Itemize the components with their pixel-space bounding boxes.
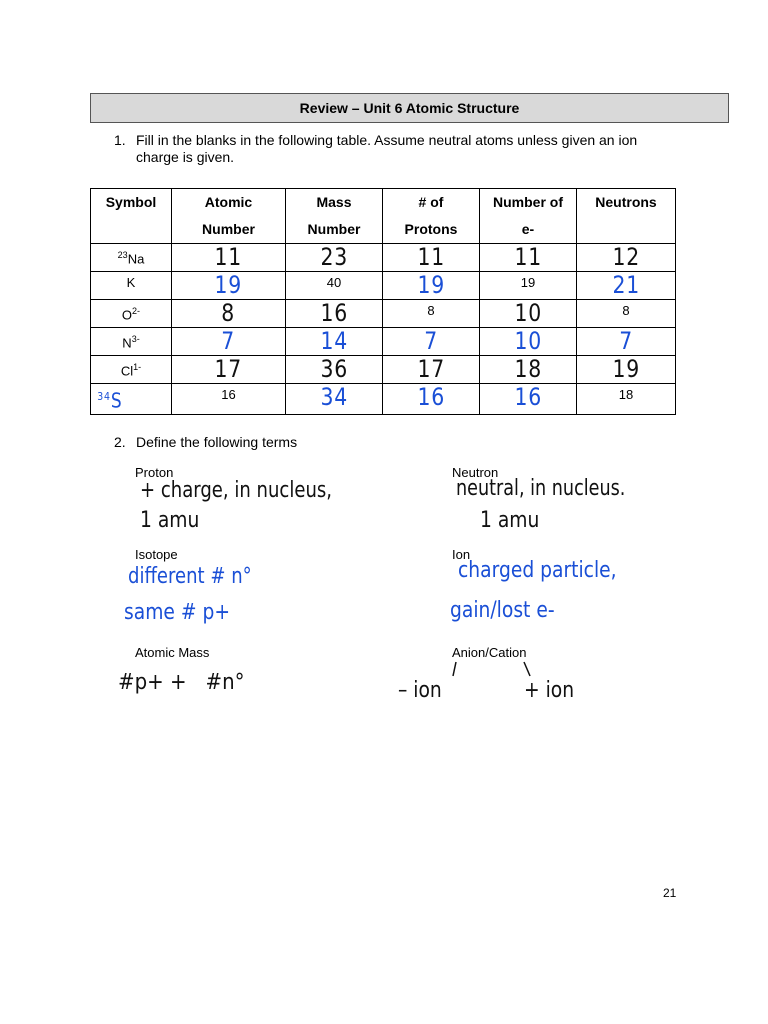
- mass-number-cell: 36: [286, 356, 383, 384]
- neutrons-cell: 8: [577, 300, 676, 328]
- electrons-cell: 10: [480, 300, 577, 328]
- answer-atomic-mass: #p+ + #n°: [118, 670, 245, 695]
- question-1-number: 1.: [114, 132, 126, 148]
- atomic-structure-table: [90, 188, 676, 415]
- question-2-text: Define the following terms: [136, 434, 298, 450]
- term-label-neutron: Neutron: [452, 465, 499, 480]
- protons-cell: 17: [383, 356, 480, 384]
- table-header-row: [91, 189, 676, 244]
- term-label-isotope: Isotope: [135, 547, 178, 562]
- table-row: [91, 328, 676, 356]
- neutrons-cell: 18: [577, 384, 676, 415]
- mass-number-cell: 34: [286, 384, 383, 415]
- term-label-proton: Proton: [135, 465, 174, 480]
- table-row: [91, 356, 676, 384]
- question-2-number: 2.: [114, 434, 126, 450]
- header-electrons: Number of e-: [480, 189, 577, 244]
- answer-anion: – ion: [398, 678, 442, 703]
- protons-cell: 8: [383, 300, 480, 328]
- neutrons-cell: 12: [577, 244, 676, 272]
- header-protons: # of Protons: [383, 189, 480, 244]
- atomic-number-cell: 16: [172, 384, 286, 415]
- atomic-number-cell: 19: [172, 272, 286, 300]
- table-row: [91, 244, 676, 272]
- atomic-number-cell: 8: [172, 300, 286, 328]
- symbol-cell: $N^{3-}$: [91, 328, 172, 356]
- answer-neutron-line2: 1 amu: [480, 508, 540, 533]
- neutrons-cell: 19: [577, 356, 676, 384]
- neutrons-cell: 7: [577, 328, 676, 356]
- header-symbol: Symbol: [91, 189, 172, 244]
- protons-cell: 7: [383, 328, 480, 356]
- table-row: [91, 300, 676, 328]
- electrons-cell: 11: [480, 244, 577, 272]
- question-1-text: Fill in the blanks in the following table. Assume neutral atoms unless given an ion charge is given.: [136, 132, 638, 165]
- symbol-cell: $^{34}$S: [91, 384, 172, 415]
- mass-number-cell: 16: [286, 300, 383, 328]
- electrons-cell: 18: [480, 356, 577, 384]
- symbol-cell: $^{23}$Na: [91, 244, 172, 272]
- header-neutrons: Neutrons: [577, 189, 676, 244]
- atomic-number-cell: 7: [172, 328, 286, 356]
- term-label-ion: Ion: [452, 547, 471, 562]
- answer-neutron-line1: neutral, in nucleus.: [456, 476, 626, 501]
- answer-ion-line2: gain/lost e-: [450, 598, 555, 623]
- symbol-cell: $Cl^{1-}$: [91, 356, 172, 384]
- mass-number-cell: 14: [286, 328, 383, 356]
- answer-isotope-line2: same # p+: [124, 600, 231, 625]
- answer-ion-line1: charged particle,: [458, 558, 617, 583]
- protons-cell: 11: [383, 244, 480, 272]
- electrons-cell: 19: [480, 272, 577, 300]
- answer-proton-line2: 1 amu: [140, 508, 200, 533]
- table-row: [91, 272, 676, 300]
- protons-cell: 19: [383, 272, 480, 300]
- neutrons-cell: 21: [577, 272, 676, 300]
- symbol-cell: K: [91, 272, 172, 300]
- symbol-cell: $O^{2-}$: [91, 300, 172, 328]
- mass-number-cell: 40: [286, 272, 383, 300]
- header-atomic-number: Atomic Number: [172, 189, 286, 244]
- electrons-cell: 16: [480, 384, 577, 415]
- answer-isotope-line1: different # n°: [128, 564, 252, 589]
- term-label-anion-cation: Anion/Cation: [452, 645, 527, 660]
- page-title: [90, 93, 729, 123]
- header-mass-number: Mass Number: [286, 189, 383, 244]
- title-text: Review – Unit 6 Atomic Structure: [299, 100, 520, 116]
- mass-number-cell: 23: [286, 244, 383, 272]
- page-number: 21: [663, 886, 677, 900]
- electrons-cell: 10: [480, 328, 577, 356]
- table-row: [91, 384, 676, 415]
- answer-proton-line1: + charge, in nucleus,: [140, 478, 333, 503]
- answer-cation: + ion: [524, 678, 575, 703]
- term-label-atomic-mass: Atomic Mass: [135, 645, 210, 660]
- protons-cell: 16: [383, 384, 480, 415]
- atomic-number-cell: 11: [172, 244, 286, 272]
- atomic-number-cell: 17: [172, 356, 286, 384]
